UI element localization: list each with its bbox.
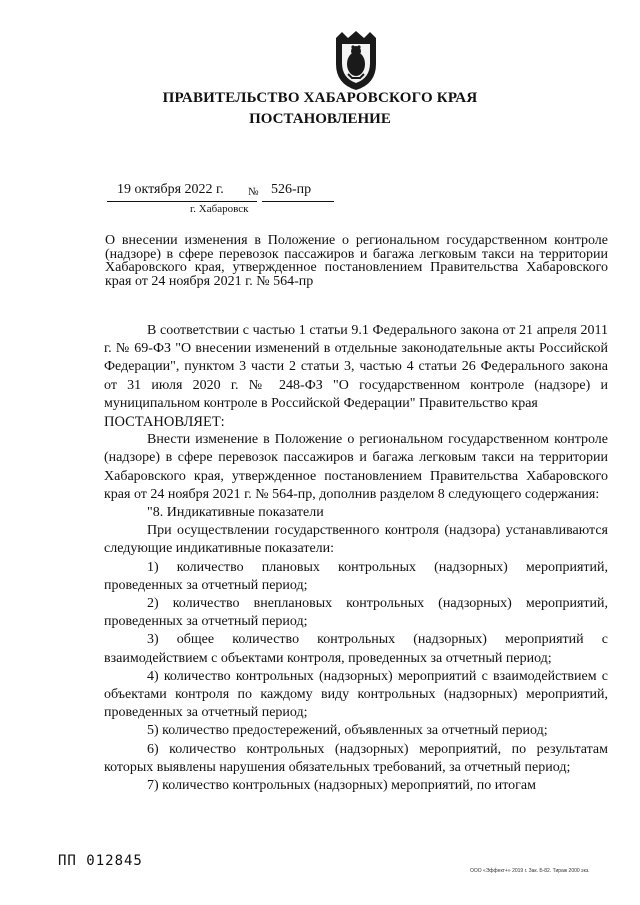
number-sign: № bbox=[248, 186, 259, 198]
list-item: 2) количество внеплановых контрольных (надзорных) мероприятий, проведенных за отчетный период; bbox=[104, 596, 608, 630]
number-underline bbox=[262, 201, 334, 202]
list-item: 3) общее количество контрольных (надзорных) мероприятий с взаимодействием с объектами контроля, проведенных за отчетный период; bbox=[104, 632, 608, 666]
printer-imprint: ООО «Эффект+» 2019 г. Зак. Б-82. Тираж 2000 экз. bbox=[470, 868, 590, 874]
document-number: 526-пр bbox=[271, 182, 312, 197]
list-item: 5) количество предостережений, объявленных за отчетный период; bbox=[147, 723, 548, 739]
amendment-paragraph: Внести изменение в Положение о региональном государственном контроле (надзоре) в сфере перевозок пассажиров и багажа легковым такси на территории Хабаровского края, утвержденное постановлением Правительства Хабаровского края от 24 ноября 2021 г. № 564-пр, дополнив разделом 8 следующего содержания: bbox=[104, 432, 608, 502]
document-type: ПОСТАНОВЛЕНИЕ bbox=[249, 111, 391, 127]
form-serial-number: ПП 012845 bbox=[58, 853, 143, 869]
indicators-intro: При осуществлении государственного контроля (надзора) устанавливаются следующие индикативные показатели: bbox=[104, 523, 608, 557]
section-title: "8. Индикативные показатели bbox=[147, 505, 324, 521]
list-item: 1) количество плановых контрольных (надзорных) мероприятий, проведенных за отчетный период; bbox=[104, 559, 608, 593]
document-body bbox=[104, 322, 608, 795]
city: г. Хабаровск bbox=[190, 203, 249, 215]
list-item: 7) количество контрольных (надзорных) мероприятий, по итогам bbox=[147, 778, 536, 794]
list-item: 4) количество контрольных (надзорных) мероприятий с взаимодействием с объектами контроля по каждому виду контрольных (надзорных) мероприятий, проведенных за отчетный период; bbox=[104, 668, 608, 721]
preamble-paragraph: В соответствии с частью 1 статьи 9.1 Федерального закона от 21 апреля 2011 г. № 69-ФЗ "О внесении изменений в отдельные законодательные акты Российской Федерации", пунктом 3 части 2 статьи 3, частью 4 статьи 26 Федерального закона от 31 июля 2020 г. № 248-ФЗ "О государственном контроле (надзоре) и муниципальном контроле в Российской Федерации" Правительство края bbox=[104, 323, 608, 411]
coat-of-arms-icon bbox=[330, 30, 382, 92]
list-item: 6) количество контрольных (надзорных) мероприятий, по результатам которых выявлены нарушения обязательных требований, за отчетный период; bbox=[104, 741, 608, 775]
document-title: О внесении изменения в Положение о региональном государственном контроле (надзоре) в сфере перевозок пассажиров и багажа легковым такси на территории Хабаровского края, утвержденное постановлением Правительства Хабаровского края от 24 ноября 2021 г. № 564-пр bbox=[105, 233, 608, 289]
resolves-heading: ПОСТАНОВЛЯЕТ: bbox=[104, 414, 225, 431]
date-underline bbox=[107, 201, 257, 202]
document-date: 19 октября 2022 г. bbox=[117, 182, 224, 197]
organization-name: ПРАВИТЕЛЬСТВО ХАБАРОВСКОГО КРАЯ bbox=[162, 90, 478, 106]
